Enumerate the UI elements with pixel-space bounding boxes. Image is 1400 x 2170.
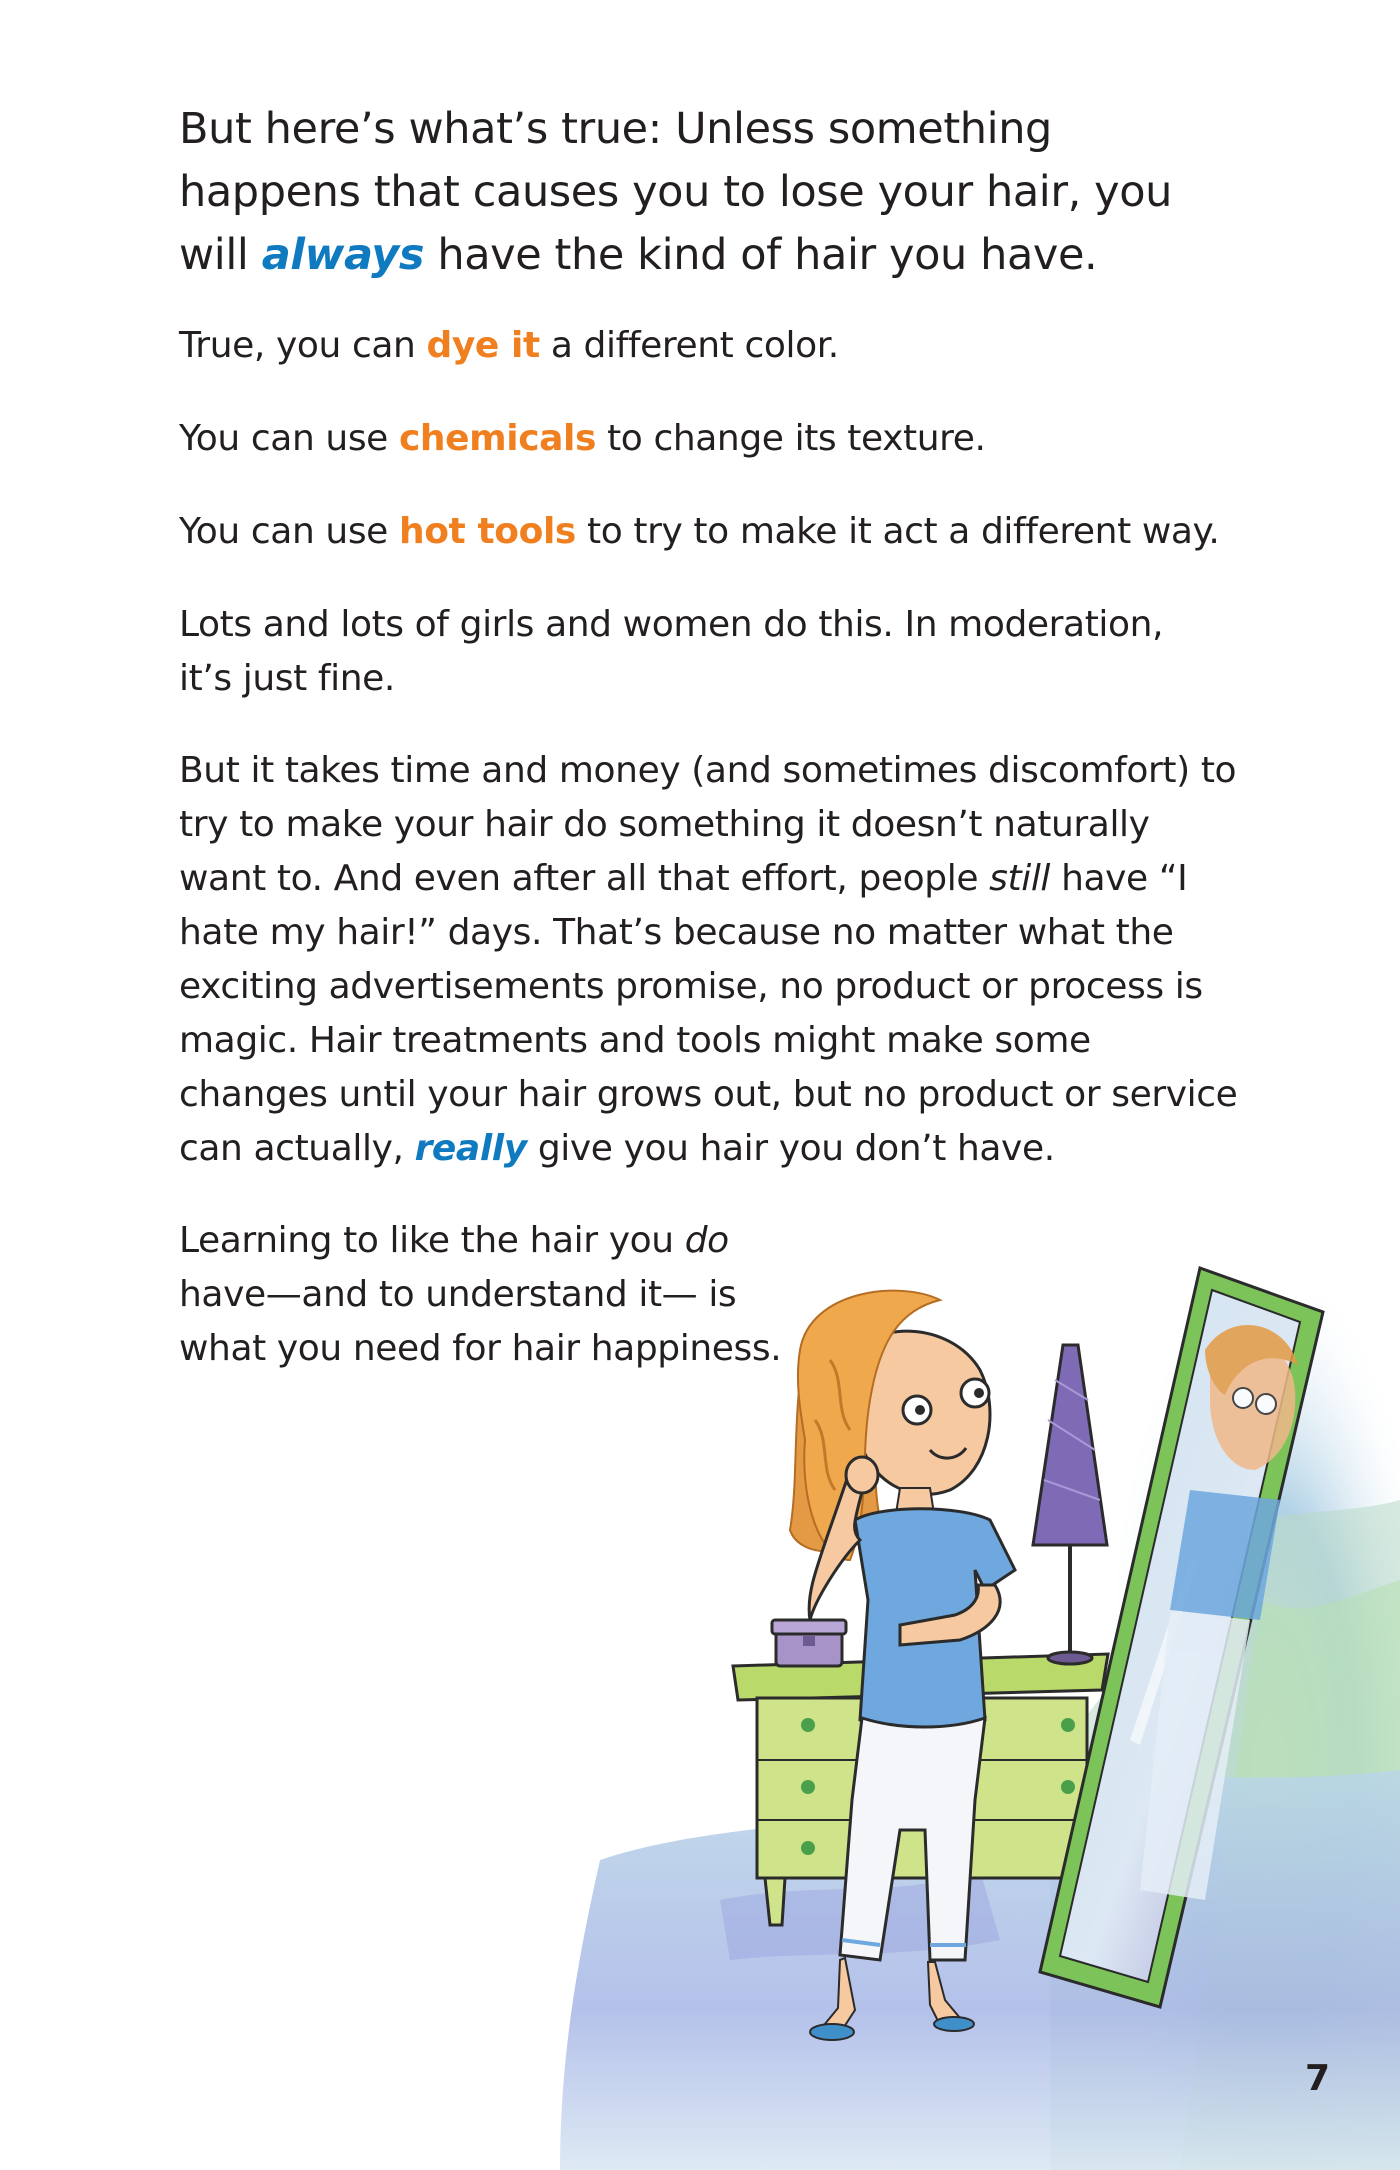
hot-tools-text-2: to try to make it act a different way. bbox=[575, 511, 1220, 552]
lead-paragraph bbox=[179, 98, 1239, 287]
chemicals-text-1: You can use bbox=[179, 418, 399, 459]
learning-text-2: have—and to understand it— is what you need for hair happiness. bbox=[179, 1274, 782, 1369]
lead-text-2: have the kind of hair you have. bbox=[424, 230, 1098, 280]
lamp bbox=[1033, 1345, 1107, 1664]
effort-text-3: give you hair you don’t have. bbox=[526, 1128, 1055, 1169]
learning-text-1: Learning to like the hair you bbox=[179, 1220, 685, 1261]
emphasis-hot-tools: hot tools bbox=[398, 511, 576, 552]
emphasis-chemicals: chemicals bbox=[398, 418, 597, 459]
dye-text-2: a different color. bbox=[539, 325, 839, 366]
italic-still: still bbox=[989, 858, 1051, 899]
hot-tools-paragraph bbox=[179, 505, 1239, 559]
emphasis-always: always bbox=[261, 230, 425, 280]
chemicals-paragraph bbox=[179, 412, 1239, 466]
jewelry-box bbox=[772, 1620, 846, 1666]
emphasis-dye-it: dye it bbox=[426, 325, 540, 366]
emphasis-really: really bbox=[414, 1128, 527, 1169]
chemicals-text-2: to change its texture. bbox=[596, 418, 986, 459]
page-number: 7 bbox=[1304, 2058, 1330, 2099]
dye-text-1: True, you can bbox=[179, 325, 427, 366]
hot-tools-text-1: You can use bbox=[179, 511, 399, 552]
effort-text-1: But it takes time and money (and sometimes discomfort) to try to make your hair do something it doesn’t naturally want to. And even after all that effort, people bbox=[179, 750, 1237, 899]
learning-paragraph bbox=[179, 1214, 819, 1376]
moderation-paragraph: Lots and lots of girls and women do this. In moderation, it’s just fine. bbox=[179, 604, 1164, 699]
body-text bbox=[179, 98, 1239, 1376]
effort-paragraph bbox=[179, 744, 1239, 1176]
lead-text-1: But here’s what’s true: Unless something happens that causes you to lose your hair, you will bbox=[179, 104, 1172, 280]
italic-do: do bbox=[684, 1220, 729, 1261]
effort-text-2: have “I hate my hair!” days. That’s because no matter what the exciting advertisements promise, no product or process is magic. Hair treatments and tools might make some changes until your hair grows out, but no product or service can actually, bbox=[179, 858, 1238, 1169]
dye-paragraph bbox=[179, 319, 1239, 373]
